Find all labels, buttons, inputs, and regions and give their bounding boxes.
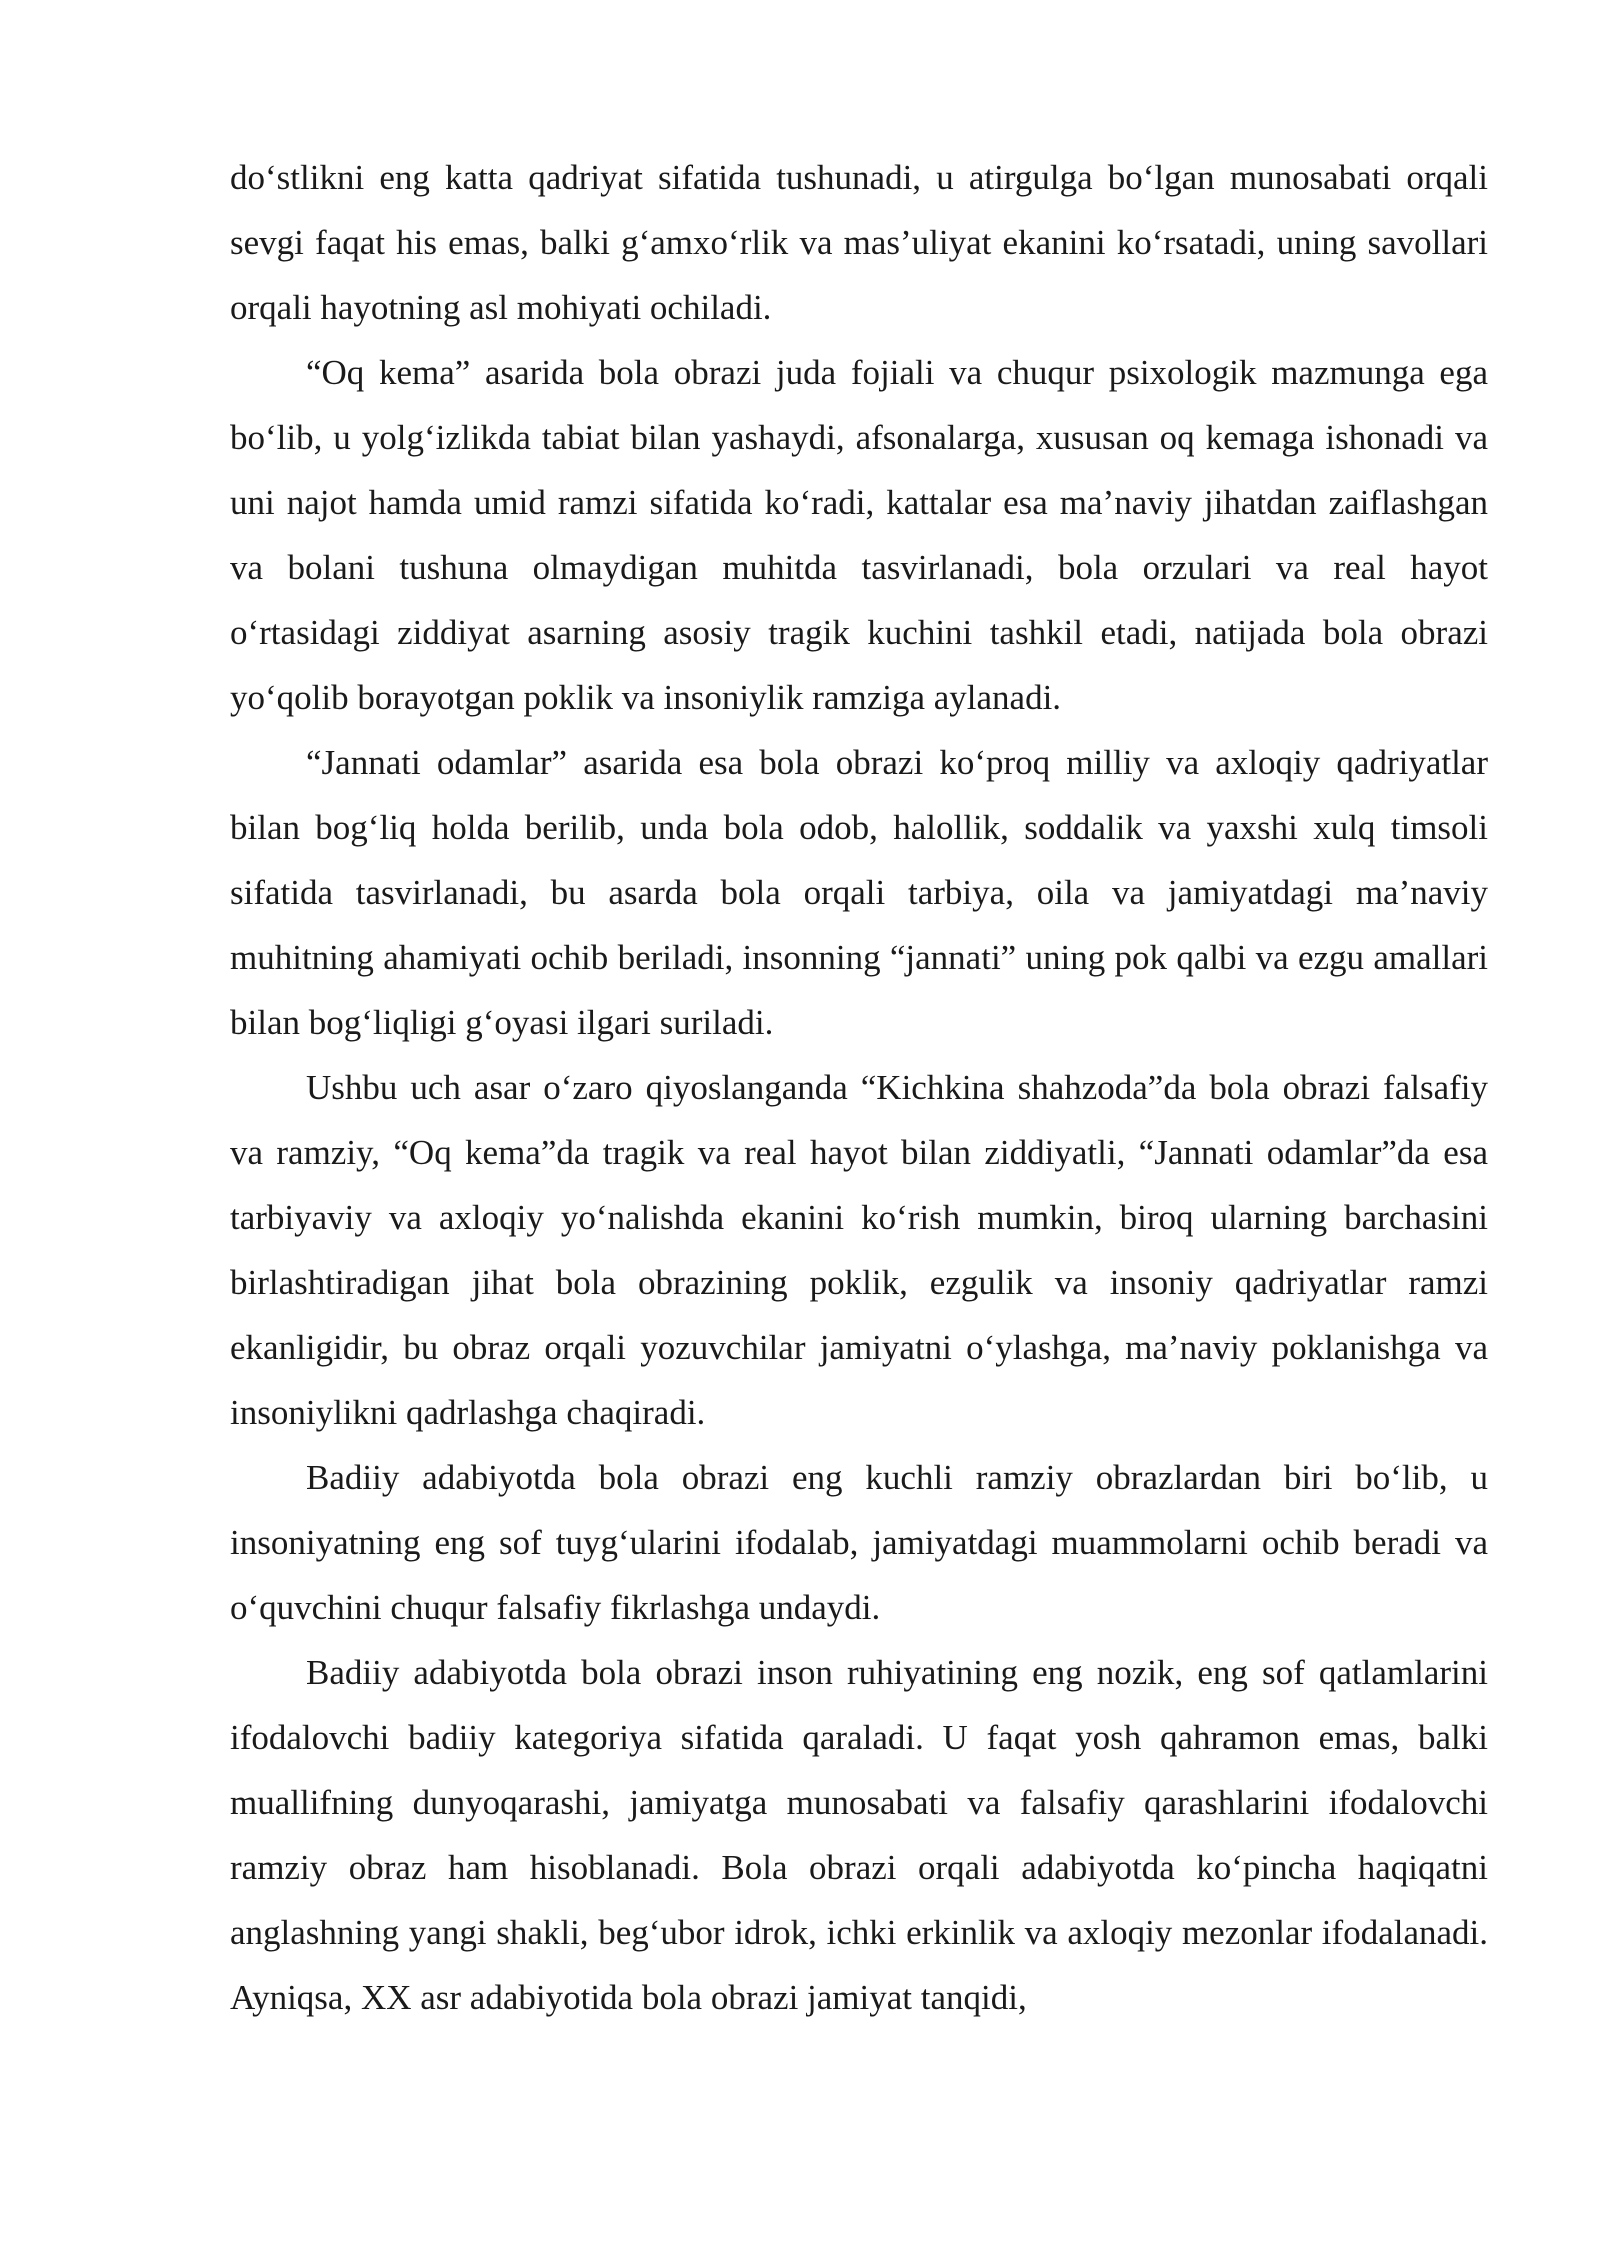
paragraph-jannati-odamlar: “Jannati odamlar” asarida esa bola obrazi ko‘proq milliy va axloqiy qadriyatlar bilan bog‘liq holda berilib, unda bola odob, halollik, soddalik va yaxshi xulq timsoli sifatida tasvirlanadi, bu asarda bola orqali tarbiya, oila va jamiyatdagi ma’naviy muhitning ahamiyati ochib beriladi, insonning “jannati” uning pok qalbi va ezgu amallari bilan bog‘liqligi g‘oyasi ilgari suriladi.: [230, 743, 1488, 1042]
paragraph-symbolic-image: Badiiy adabiyotda bola obrazi eng kuchli ramziy obrazlardan biri bo‘lib, u insoniyatning eng sof tuyg‘ularini ifodalab, jamiyatdagi muammolarni ochib beradi va o‘quvchini chuqur falsafiy fikrlashga undaydi.: [230, 1458, 1488, 1627]
document-body: [230, 145, 1488, 2030]
paragraph-comparison: Ushbu uch asar o‘zaro qiyoslanganda “Kichkina shahzoda”da bola obrazi falsafiy va ramziy, “Oq kema”da tragik va real hayot bilan ziddiyatli, “Jannati odamlar”da esa tarbiyaviy va axloqiy yo‘nalishda ekanini ko‘rish mumkin, biroq ularning barchasini birlashtiradigan jihat bola obrazining poklik, ezgulik va insoniy qadriyatlar ramzi ekanligidir, bu obraz orqali yozuvchilar jamiyatni o‘ylashga, ma’naviy poklanishga va insoniylikni qadrlashga chaqiradi.: [230, 1068, 1488, 1432]
paragraph-continuation: do‘stlikni eng katta qadriyat sifatida tushunadi, u atirgulga bo‘lgan munosabati orqali sevgi faqat his emas, balki g‘amxo‘rlik va mas’uliyat ekanini ko‘rsatadi, uning savollari orqali hayotning asl mohiyati ochiladi.: [230, 158, 1488, 327]
paragraph-oq-kema: “Oq kema” asarida bola obrazi juda fojiali va chuqur psixologik mazmunga ega bo‘lib, u yolg‘izlikda tabiat bilan yashaydi, afsonalarga, xususan oq kemaga ishonadi va uni najot hamda umid ramzi sifatida ko‘radi, kattalar esa ma’naviy jihatdan zaiflashgan va bolani tushuna olmaydigan muhitda tasvirlanadi, bola orzulari va real hayot o‘rtasidagi ziddiyat asarning asosiy tragik kuchini tashkil etadi, natijada bola obrazi yo‘qolib borayotgan poklik va insoniylik ramziga aylanadi.: [230, 353, 1488, 717]
paragraph-literary-category: Badiiy adabiyotda bola obrazi inson ruhiyatining eng nozik, eng sof qatlamlarini ifodalovchi badiiy kategoriya sifatida qaraladi. U faqat yosh qahramon emas, balki muallifning dunyoqarashi, jamiyatga munosabati va falsafiy qarashlarini ifodalovchi ramziy obraz ham hisoblanadi. Bola obrazi orqali adabiyotda ko‘pincha haqiqatni anglashning yangi shakli, beg‘ubor idrok, ichki erkinlik va axloqiy mezonlar ifodalanadi. Ayniqsa, XX asr adabiyotida bola obrazi jamiyat tanqidi,: [230, 1653, 1488, 2017]
